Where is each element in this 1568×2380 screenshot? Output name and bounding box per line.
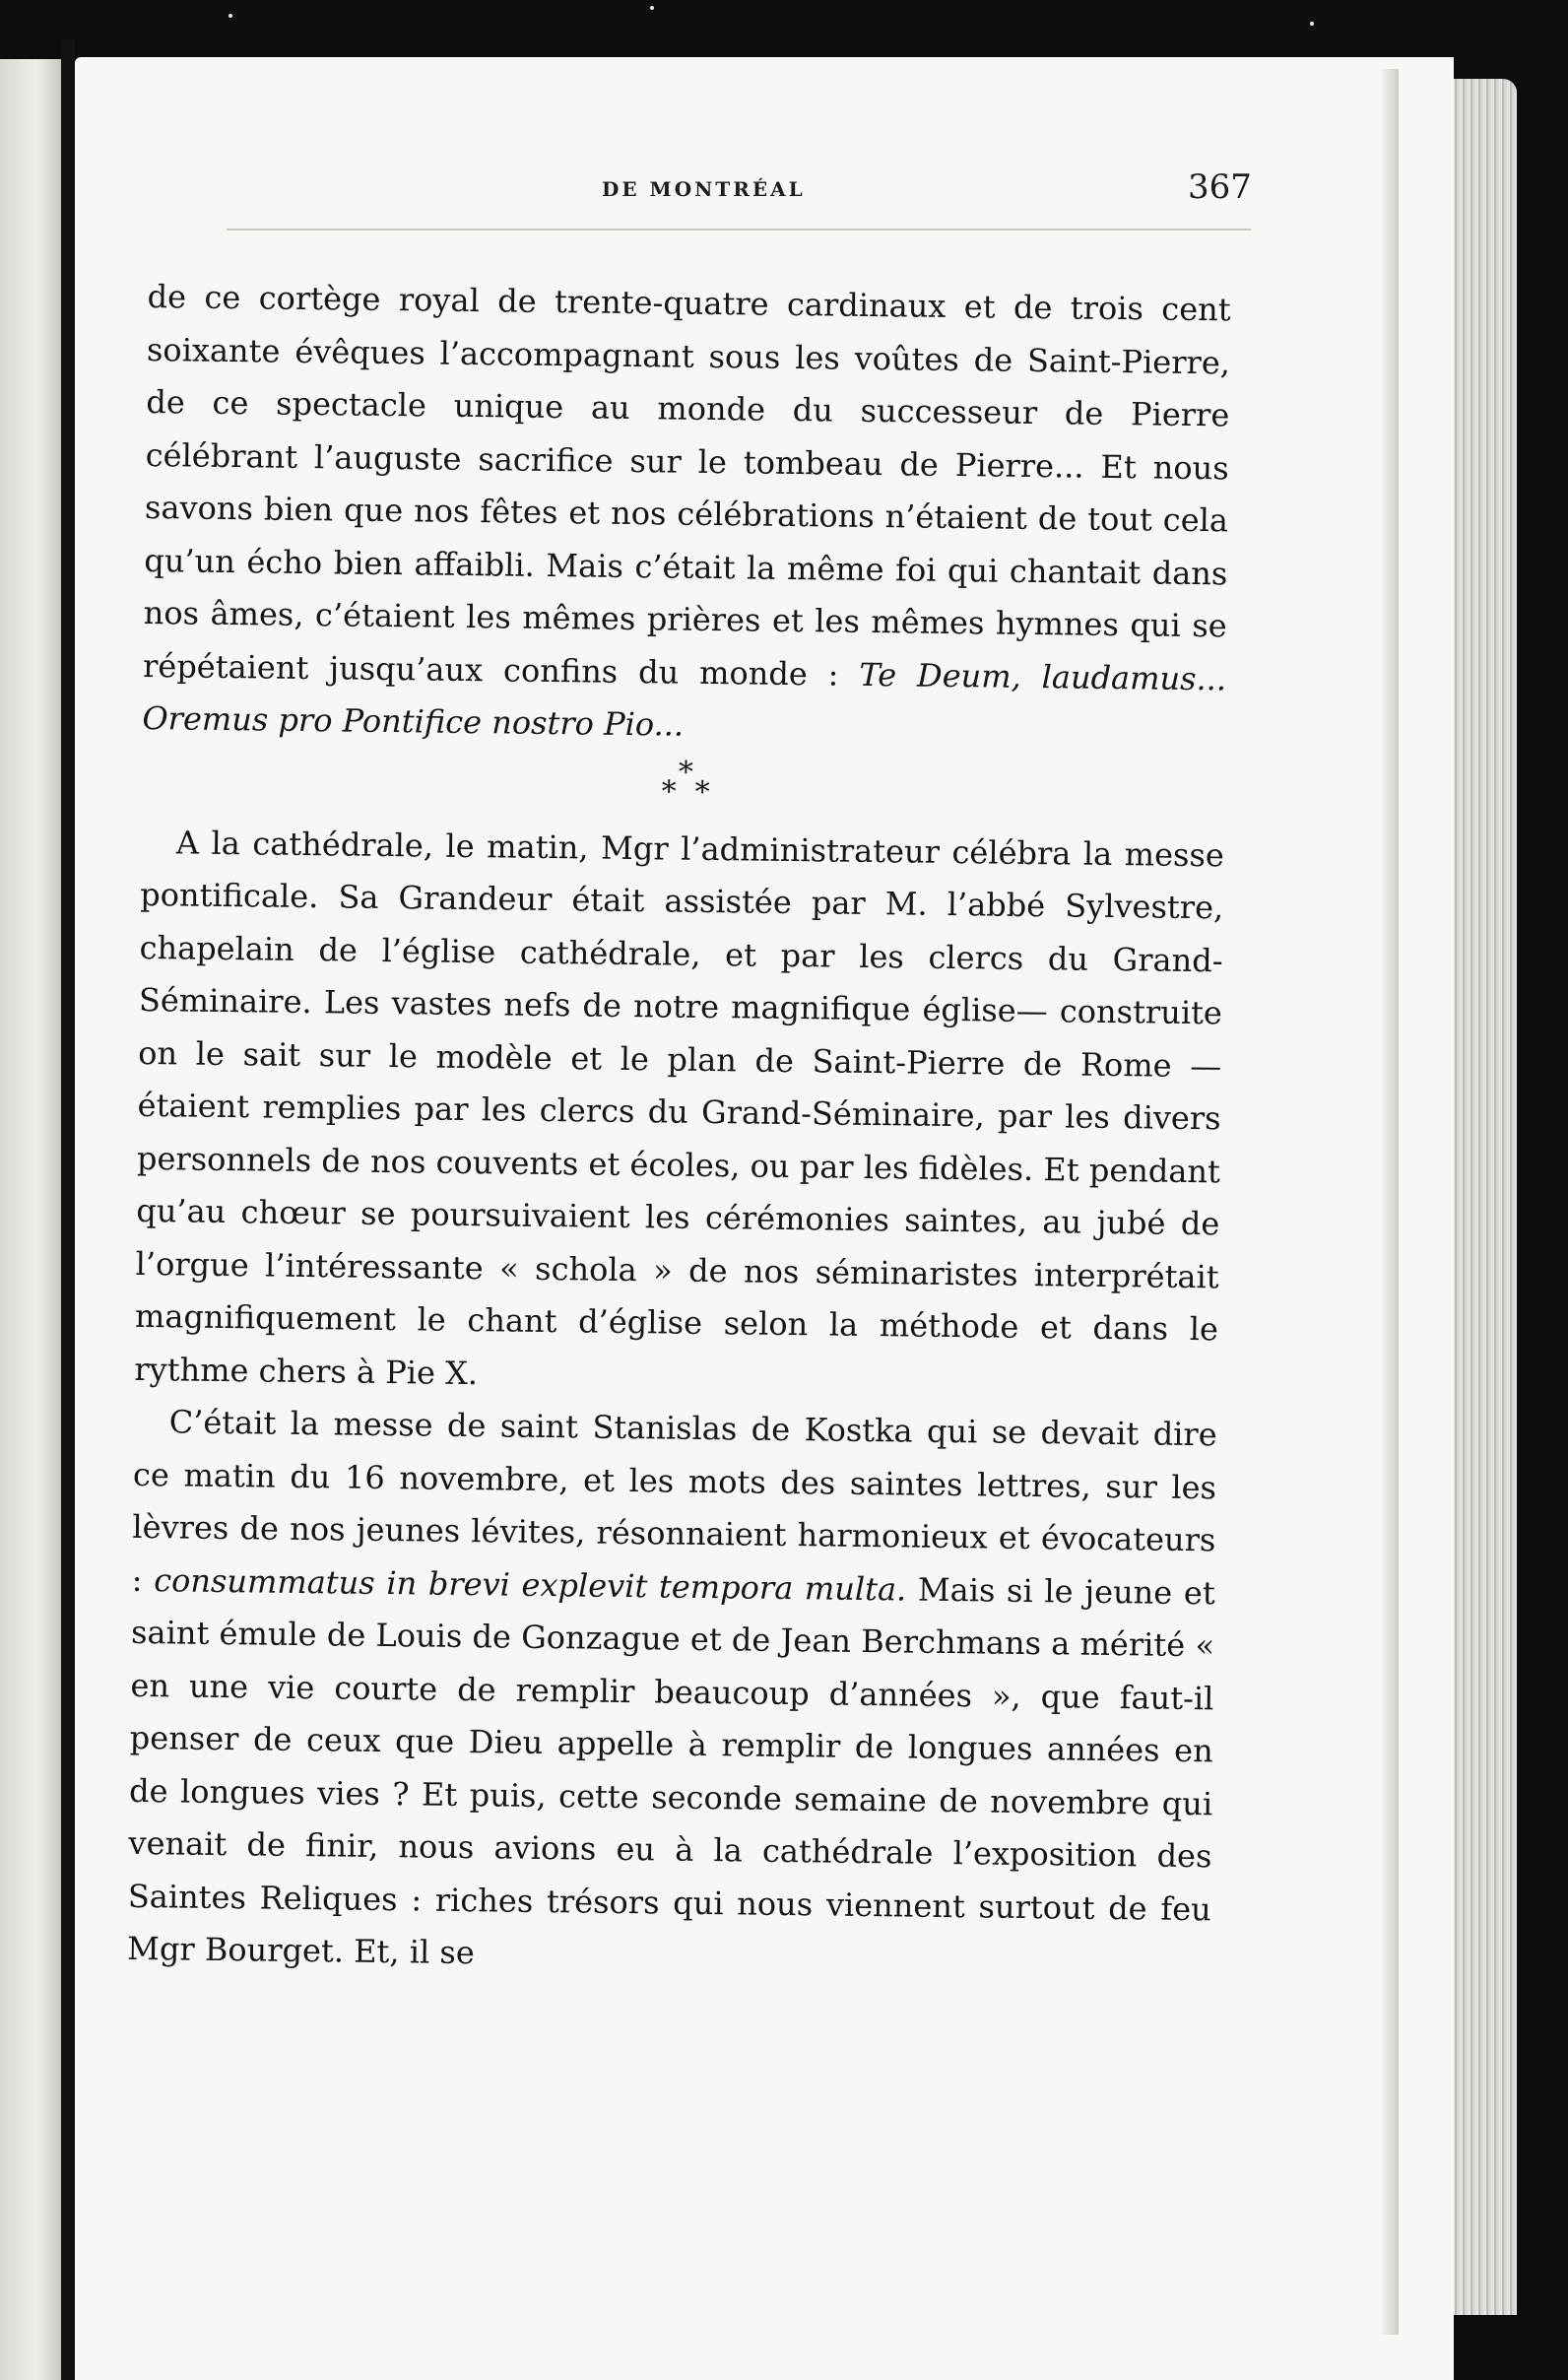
paragraph: A la cathédrale, le matin, Mgr l’administrateur célébra la messe pontificale. Sa Grandeur était assistée par M. l’abbé Sylvestre, chapelain de l’église cathédrale, et par les clercs du Grand-Séminaire. Les vastes nefs de notre magnifique église— construite on le sait sur le modèle et le plan de Saint-Pierre de Rome — étaient remplies par les clercs du Grand-Séminaire, par les divers personnels de nos couvents et écoles, ou par les fidèles. Et pendant qu’au chœur se poursuivaient les cérémonies saintes, au jubé de l’orgue l’intéressante « schola » de nos séminaristes interprétait magnifiquement le chant d’église selon la méthode et dans le rythme chers à Pie X.: [134, 823, 1225, 1392]
paragraph-text: Mais si le jeune et saint émule de Louis de Gonzague et de Jean Berchmans a mérité « en une vie courte de remplir beaucoup d’années », que faut-il penser de ceux que Dieu appelle à remplir de longues années en de longues vies ? Et puis, cette seconde semaine de novembre qui venait de finir, nous avions eu à la cathédrale l’exposition des Saintes Reliques : riches trésors qui nous viennent surtout de feu Mgr Bourget. Et, il se: [126, 1570, 1215, 1972]
dust-speck: [650, 6, 654, 10]
body-text: [127, 271, 1231, 1989]
asterism-separator: [141, 745, 1225, 828]
paragraph: [127, 1396, 1217, 1989]
page-number: 367: [1188, 167, 1252, 207]
asterism-star: *: [678, 755, 694, 790]
latin-quotation: consummatus in brevi explevit tempora multa.: [153, 1560, 907, 1609]
binding-gutter: [61, 39, 75, 2380]
asterism-star: *: [661, 773, 677, 810]
page-header: [75, 167, 1454, 227]
asterism-star: *: [694, 774, 710, 810]
running-head: DE MONTRÉAL: [602, 177, 806, 201]
dust-speck: [1310, 22, 1314, 26]
paragraph-text: C’était la messe de saint Stanislas de Kostka qui se devait dire ce matin du 16 novembre, et les mots des saintes lettres, sur les lèvres de nos jeunes lévites, résonnaient harmonieux et évocateurs :: [131, 1403, 1217, 1599]
facing-page-edge: [0, 59, 61, 2380]
dust-speck: [229, 14, 232, 18]
paragraph-text: de ce cortège royal de trente-quatre cardinaux et de trois cent soixante évêques l’accompagnant sous les voûtes de Saint-Pierre, de ce spectacle unique au monde du successeur de Pierre célébrant l’auguste sacrifice sur le tombeau de Pierre... Et nous savons bien que nos fêtes et nos célébrations n’étaient de tout cela qu’un écho bien affaibli. Mais c’était la même foi qui chantait dans nos âmes, c’étaient les mêmes prières et les mêmes hymnes qui se répétaient jusqu’aux confins du monde :: [142, 277, 1231, 694]
paragraph-continued: [142, 271, 1231, 759]
header-rule: [227, 229, 1251, 231]
latin-quotation: Te Deum, laudamus... Oremus pro Pontifice nostro Pio...: [142, 655, 1227, 744]
page-edge-shadow: [1379, 69, 1399, 2335]
